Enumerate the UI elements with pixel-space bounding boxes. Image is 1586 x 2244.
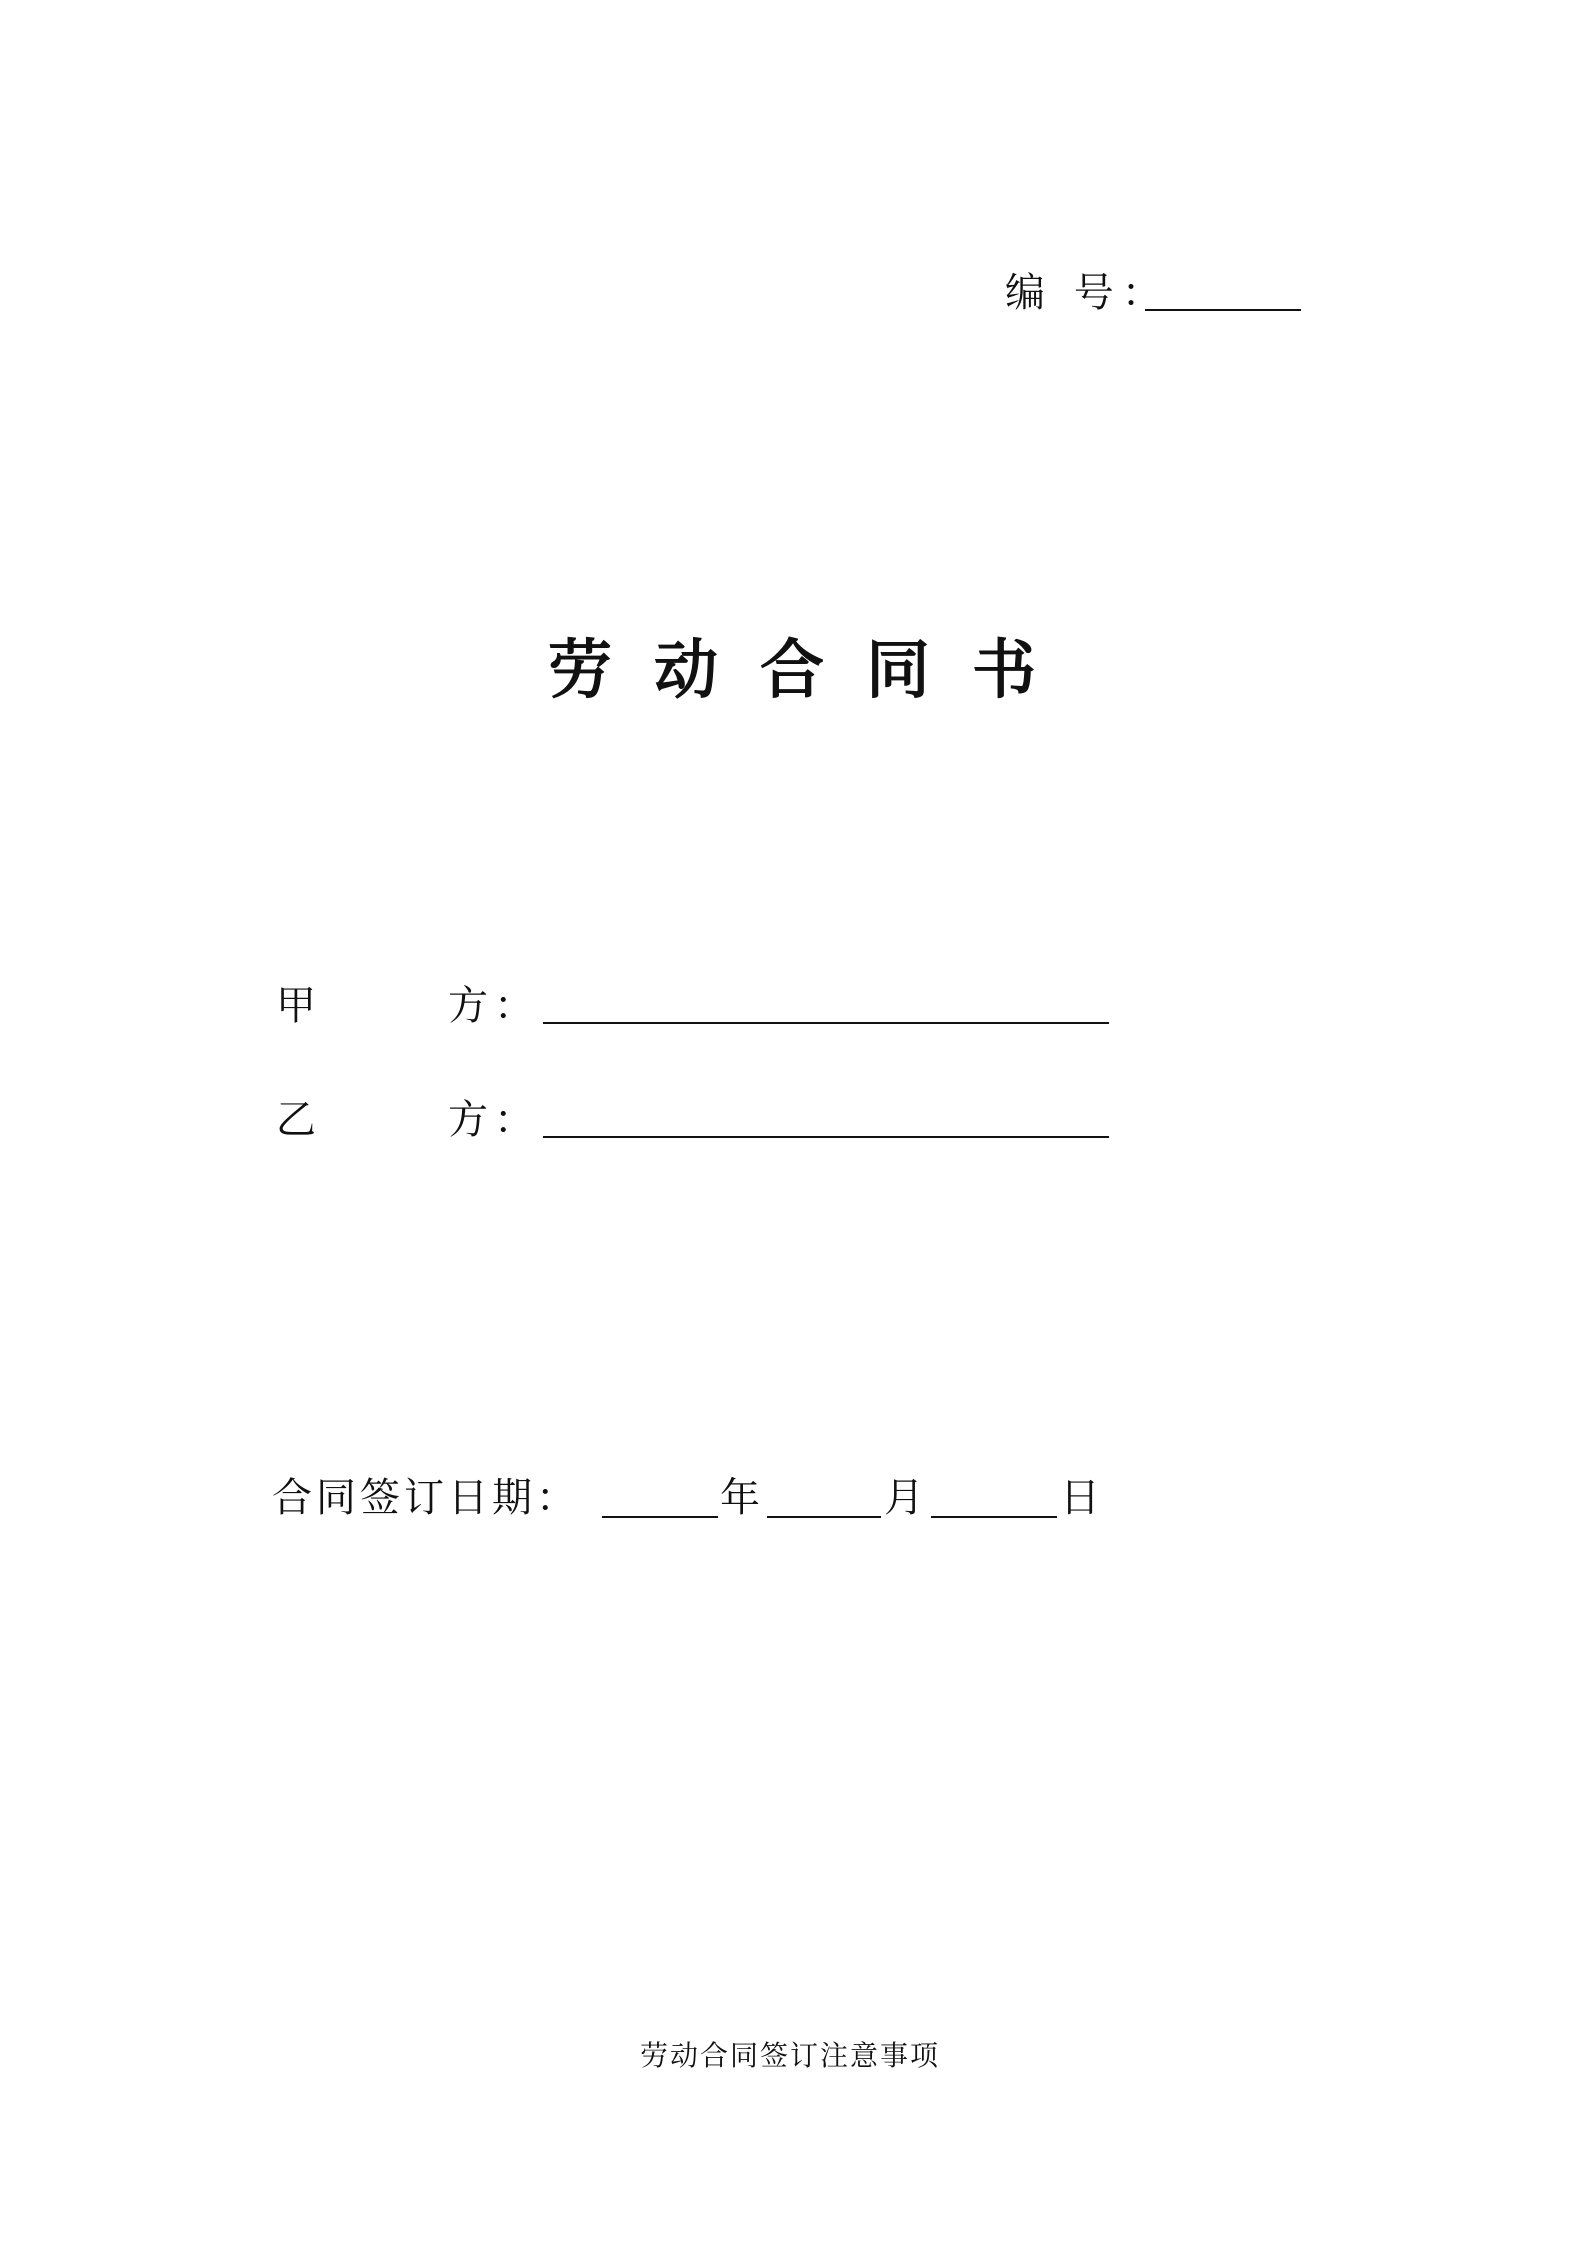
party-a-suffix: 方： bbox=[448, 983, 540, 1029]
party-b-label: 乙 bbox=[276, 1097, 316, 1143]
signing-month-field[interactable] bbox=[767, 1516, 881, 1518]
month-unit: 月 bbox=[884, 1475, 928, 1521]
year-unit: 年 bbox=[720, 1475, 764, 1521]
day-unit: 日 bbox=[1060, 1475, 1104, 1521]
party-b-field[interactable] bbox=[543, 1136, 1109, 1138]
signing-year-field[interactable] bbox=[602, 1516, 718, 1518]
party-a-label: 甲 bbox=[276, 983, 316, 1029]
signing-day-field[interactable] bbox=[931, 1516, 1057, 1518]
contract-number-label: 编 号： bbox=[1005, 270, 1170, 316]
party-a-field[interactable] bbox=[543, 1022, 1109, 1024]
party-b-suffix: 方： bbox=[448, 1097, 540, 1143]
signing-date-label: 合同签订日期： bbox=[272, 1475, 580, 1521]
document-title: 劳动合同书 bbox=[548, 633, 1078, 708]
signing-notes-heading: 劳动合同签订注意事项 bbox=[640, 2039, 941, 2072]
contract-number-field[interactable] bbox=[1145, 309, 1301, 311]
